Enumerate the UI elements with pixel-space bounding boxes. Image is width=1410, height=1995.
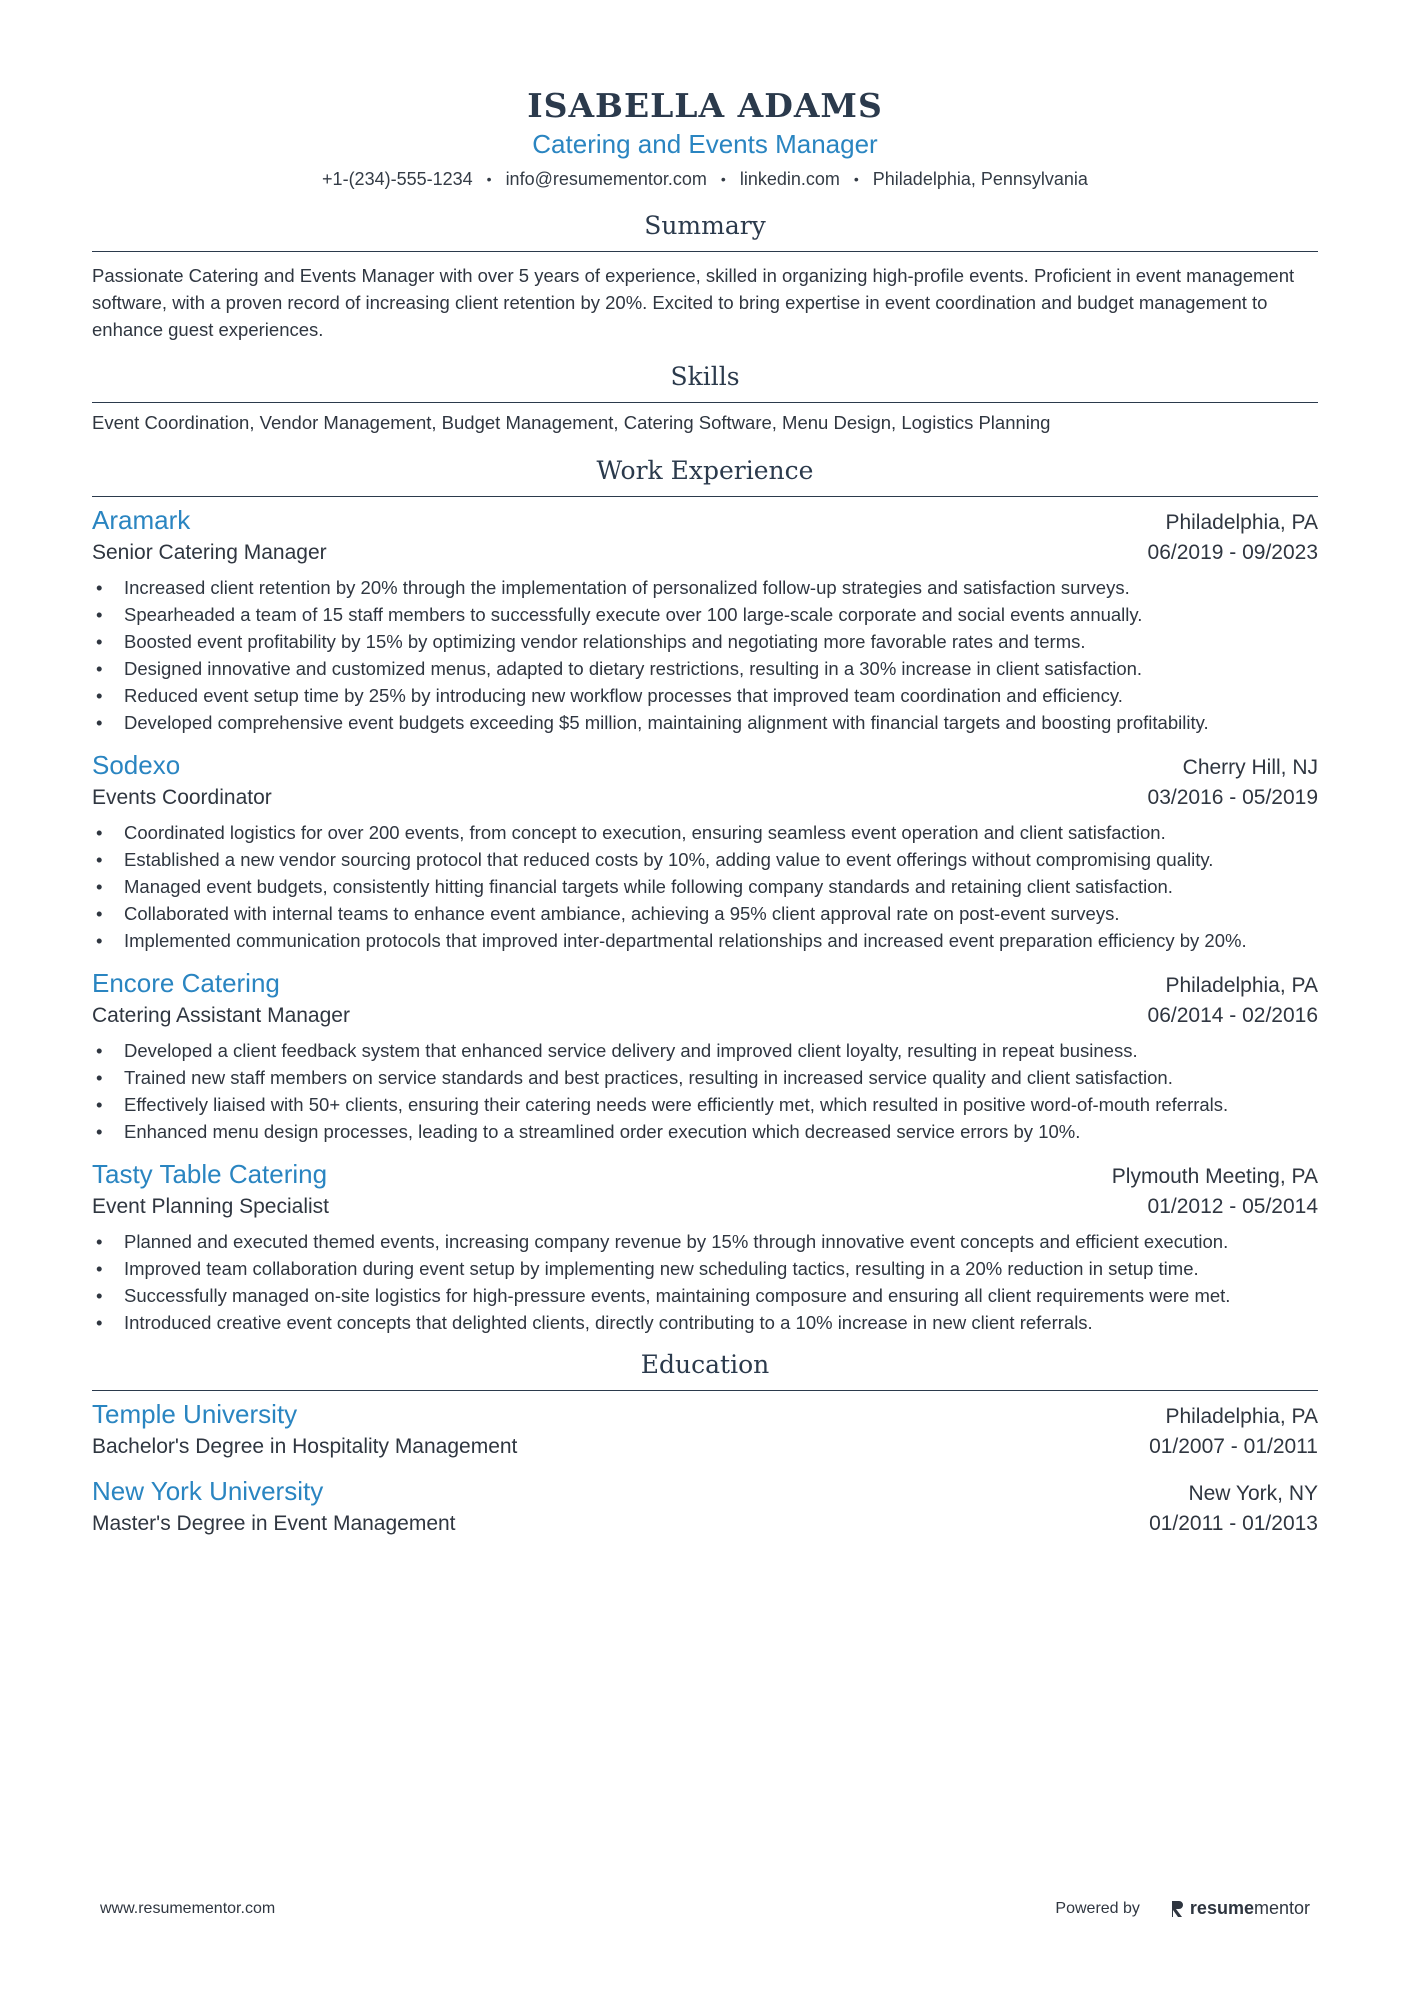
education-entry	[92, 1474, 1318, 1539]
bullet-item	[92, 574, 1318, 601]
bullet-dot: •	[96, 930, 103, 951]
school-name: Temple University	[92, 1399, 298, 1429]
bullet-text: Established a new vendor sourcing protocol that reduced costs by 10%, adding value to event offerings without compromising quality.	[124, 849, 1214, 870]
bullet-item	[92, 1282, 1318, 1309]
powered-by-label: Powered by	[1055, 1899, 1140, 1917]
degree-name: Master's Degree in Event Management	[92, 1512, 456, 1535]
job-header-row	[92, 966, 1318, 1001]
bullet-text: Enhanced menu design processes, leading to a streamlined order execution which decreased service errors by 10%.	[124, 1121, 1081, 1142]
bullet-item	[92, 873, 1318, 900]
contact-email[interactable]: info@resumementor.com	[505, 169, 707, 189]
bullet-item	[92, 1037, 1318, 1064]
section-title-education: Education	[92, 1348, 1318, 1391]
education-entry	[92, 1397, 1318, 1462]
degree-row	[92, 1509, 1318, 1539]
job-title: Senior Catering Manager	[92, 541, 327, 564]
job-dates: 03/2016 - 05/2019	[1147, 786, 1318, 809]
job-title: Event Planning Specialist	[92, 1195, 329, 1218]
job-title-row	[92, 783, 1318, 813]
job-header-row	[92, 503, 1318, 538]
brand-bold: resume	[1189, 1898, 1254, 1918]
education-dates: 01/2011 - 01/2013	[1149, 1512, 1318, 1535]
bullet-dot: •	[96, 658, 103, 679]
bullet-item	[92, 709, 1318, 736]
job-location: Cherry Hill, NJ	[1182, 756, 1318, 779]
bullet-dot: •	[96, 1258, 103, 1279]
job-bullets	[92, 1037, 1318, 1145]
bullet-dot: •	[96, 1285, 103, 1306]
company-name: Tasty Table Catering	[92, 1159, 328, 1189]
bullet-text: Improved team collaboration during event setup by implementing new scheduling tactics, resulting in a 20% reduction in setup time.	[124, 1258, 1199, 1279]
skills-section	[92, 360, 1318, 436]
bullet-item	[92, 682, 1318, 709]
job-entry	[92, 748, 1318, 954]
footer-website[interactable]: www.resumementor.com	[100, 1899, 276, 1917]
bullet-text: Planned and executed themed events, increasing company revenue by 15% through innovative event concepts and efficient execution.	[124, 1231, 1229, 1252]
contact-line	[92, 166, 1318, 192]
jobs-list	[92, 503, 1318, 1336]
bullet-text: Developed comprehensive event budgets exceeding $5 million, maintaining alignment with financial targets and boosting profitability.	[124, 712, 1209, 733]
bullet-dot: •	[96, 1121, 103, 1142]
separator-dot: •	[853, 171, 859, 187]
bullet-text: Managed event budgets, consistently hitting financial targets while following company standards and retaining client satisfaction.	[124, 876, 1173, 897]
skills-text: Event Coordination, Vendor Management, Budget Management, Catering Software, Menu Design, Logistics Planning	[92, 412, 1051, 433]
bullet-dot: •	[96, 631, 103, 652]
school-location: Philadelphia, PA	[1165, 1405, 1318, 1428]
bullet-dot: •	[96, 712, 103, 733]
bullet-text: Collaborated with internal teams to enhance event ambiance, achieving a 95% client approval rate on post-event surveys.	[124, 903, 1120, 924]
resume-header	[92, 0, 1318, 192]
bullet-dot: •	[96, 604, 103, 625]
contact-linkedin[interactable]: linkedin.com	[739, 169, 840, 189]
job-bullets	[92, 574, 1318, 736]
footer-brand	[1055, 1898, 1310, 1919]
bullet-item	[92, 655, 1318, 682]
bullet-item	[92, 927, 1318, 954]
page-footer	[100, 1898, 1310, 1919]
bullet-dot: •	[96, 849, 103, 870]
bullet-text: Designed innovative and customized menus, adapted to dietary restrictions, resulting in a 30% increase in client satisfaction.	[124, 658, 1143, 679]
bullet-dot: •	[96, 1231, 103, 1252]
bullet-item	[92, 1064, 1318, 1091]
bullet-text: Implemented communication protocols that improved inter-departmental relationships and increased event preparation efficiency by 20%.	[124, 930, 1247, 951]
bullet-item	[92, 1255, 1318, 1282]
bullet-text: Reduced event setup time by 25% by introducing new workflow processes that improved team coordination and efficiency.	[124, 685, 1123, 706]
contact-phone: +1-(234)-555-1234	[322, 169, 473, 189]
bullet-dot: •	[96, 685, 103, 706]
bullet-item	[92, 819, 1318, 846]
education-section	[92, 1348, 1318, 1539]
resumementor-logo-icon	[1170, 1900, 1184, 1918]
company-name: Sodexo	[92, 750, 181, 780]
bullet-dot: •	[96, 1067, 103, 1088]
company-name: Encore Catering	[92, 968, 280, 998]
bullet-item	[92, 1228, 1318, 1255]
bullet-text: Coordinated logistics for over 200 events, from concept to execution, ensuring seamless event operation and client satisfaction.	[124, 822, 1166, 843]
bullet-text: Spearheaded a team of 15 staff members to successfully execute over 100 large-scale corporate and social events annually.	[124, 604, 1143, 625]
job-location: Philadelphia, PA	[1165, 511, 1318, 534]
bullet-text: Effectively liaised with 50+ clients, ensuring their catering needs were efficiently met, which resulted in positive word-of-mouth referrals.	[124, 1094, 1229, 1115]
education-list	[92, 1397, 1318, 1539]
bullet-item	[92, 1309, 1318, 1336]
section-title-summary: Summary	[92, 209, 1318, 252]
education-dates: 01/2007 - 01/2011	[1149, 1435, 1318, 1458]
contact-location: Philadelphia, Pennsylvania	[872, 169, 1088, 189]
bullet-item	[92, 1091, 1318, 1118]
bullet-dot: •	[96, 1312, 103, 1333]
bullet-dot: •	[96, 577, 103, 598]
job-title-row	[92, 1001, 1318, 1031]
company-name: Aramark	[92, 505, 191, 535]
job-title-row	[92, 1192, 1318, 1222]
separator-dot: •	[486, 171, 492, 187]
job-dates: 06/2019 - 09/2023	[1147, 541, 1318, 564]
bullet-item	[92, 628, 1318, 655]
experience-section	[92, 454, 1318, 1336]
summary-text: Passionate Catering and Events Manager with over 5 years of experience, skilled in organizing high-profile events. Proficient in event management software, with a proven record of increasing client retention by 20%. Excited to bring expertise in event coordination and budget management to enhance guest experiences.	[92, 265, 1295, 340]
job-location: Plymouth Meeting, PA	[1111, 1165, 1318, 1188]
bullet-item	[92, 601, 1318, 628]
job-dates: 01/2012 - 05/2014	[1147, 1195, 1318, 1218]
job-title: Catering Assistant Manager	[92, 1004, 350, 1027]
bullet-text: Developed a client feedback system that enhanced service delivery and improved client loyalty, resulting in repeat business.	[124, 1040, 1138, 1061]
bullet-item	[92, 846, 1318, 873]
separator-dot: •	[720, 171, 726, 187]
school-name: New York University	[92, 1476, 324, 1506]
bullet-dot: •	[96, 1040, 103, 1061]
job-header-row	[92, 1157, 1318, 1192]
job-entry	[92, 503, 1318, 736]
bullet-dot: •	[96, 903, 103, 924]
summary-section	[92, 209, 1318, 343]
brand-wordmark	[1190, 1898, 1310, 1919]
job-dates: 06/2014 - 02/2016	[1147, 1004, 1318, 1027]
candidate-name: ISABELLA ADAMS	[527, 86, 883, 125]
job-entry	[92, 966, 1318, 1145]
education-header-row	[92, 1397, 1318, 1432]
bullet-text: Increased client retention by 20% through the implementation of personalized follow-up strategies and satisfaction surveys.	[124, 577, 1130, 598]
bullet-text: Trained new staff members on service standards and best practices, resulting in increased service quality and client satisfaction.	[124, 1067, 1173, 1088]
job-bullets	[92, 819, 1318, 954]
candidate-role: Catering and Events Manager	[532, 129, 878, 159]
bullet-dot: •	[96, 1094, 103, 1115]
job-bullets	[92, 1228, 1318, 1336]
bullet-dot: •	[96, 822, 103, 843]
degree-row	[92, 1432, 1318, 1462]
section-title-skills: Skills	[92, 360, 1318, 403]
job-title-row	[92, 538, 1318, 568]
bullet-text: Boosted event profitability by 15% by optimizing vendor relationships and negotiating more favorable rates and terms.	[124, 631, 1086, 652]
education-header-row	[92, 1474, 1318, 1509]
brand-rest: mentor	[1253, 1898, 1310, 1918]
job-entry	[92, 1157, 1318, 1336]
job-header-row	[92, 748, 1318, 783]
section-title-experience: Work Experience	[92, 454, 1318, 497]
bullet-text: Introduced creative event concepts that delighted clients, directly contributing to a 10% increase in new client referrals.	[124, 1312, 1093, 1333]
degree-name: Bachelor's Degree in Hospitality Management	[92, 1435, 518, 1458]
bullet-item	[92, 900, 1318, 927]
job-title: Events Coordinator	[92, 786, 272, 809]
school-location: New York, NY	[1188, 1482, 1318, 1505]
bullet-text: Successfully managed on-site logistics for high-pressure events, maintaining composure and ensuring all client requirements were met.	[124, 1285, 1231, 1306]
job-location: Philadelphia, PA	[1165, 974, 1318, 997]
bullet-item	[92, 1118, 1318, 1145]
bullet-dot: •	[96, 876, 103, 897]
